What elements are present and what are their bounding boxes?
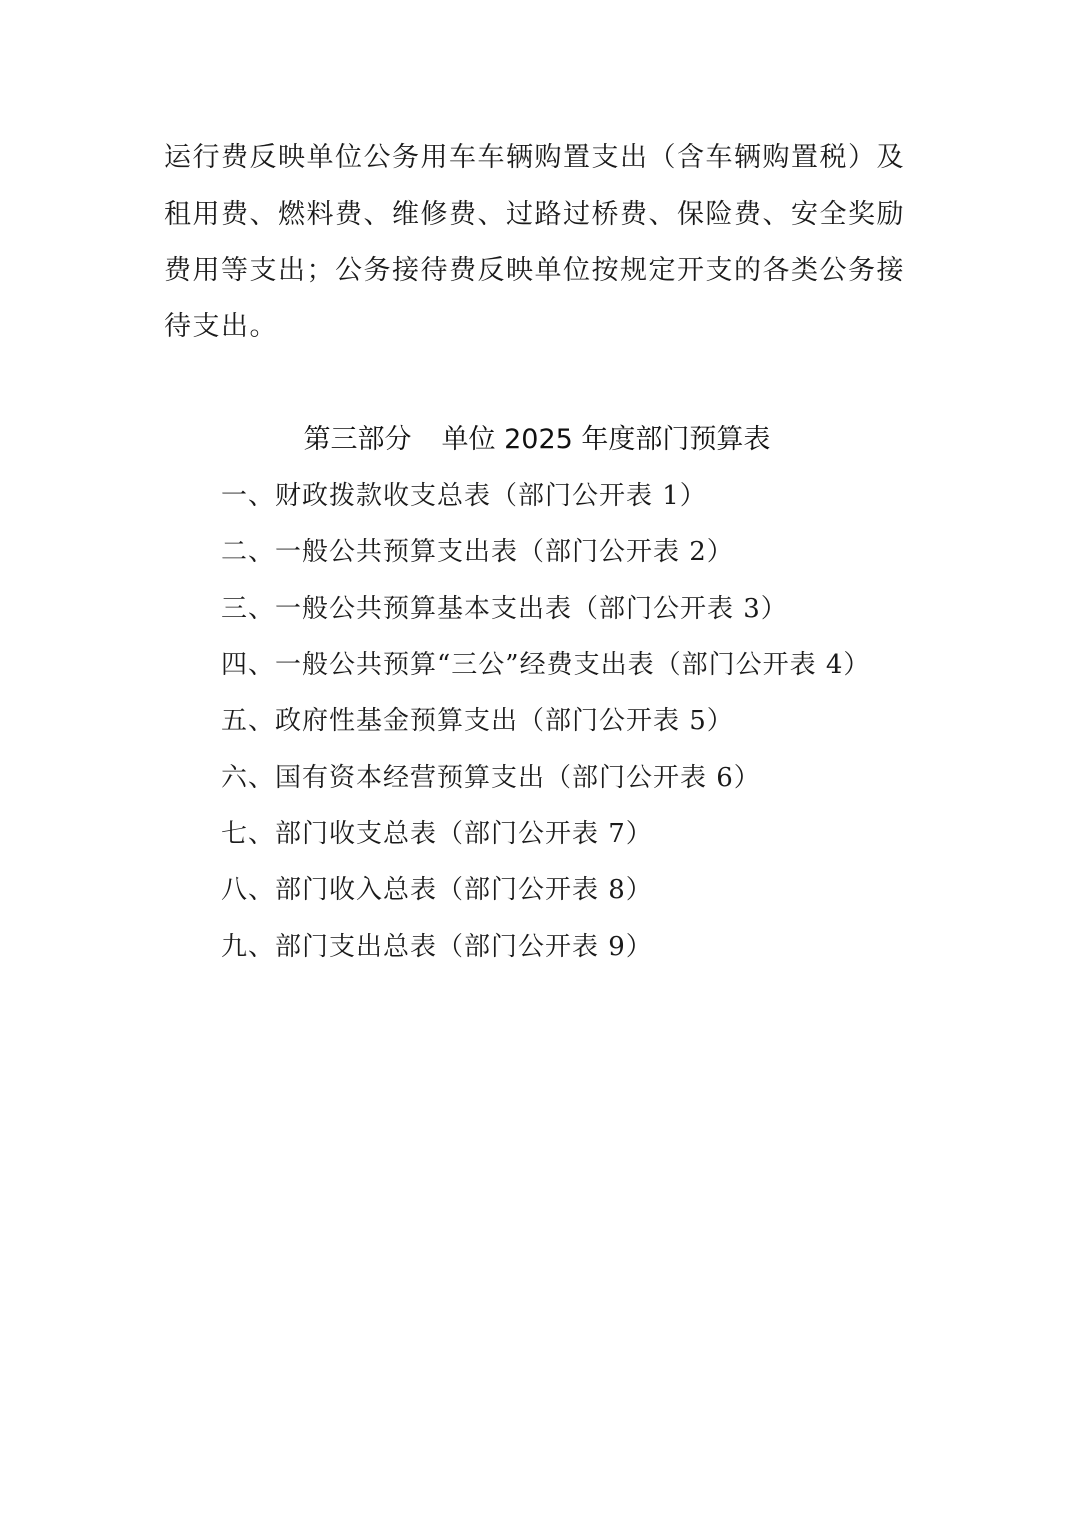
toc-item: 七、部门收支总表（部门公开表 7） [221,819,653,849]
paragraph-line: 运行费反映单位公务用车车辆购置支出（含车辆购置税）及 [164,142,905,173]
section-title-text: 单位 2025 年度部门预算表 [441,424,771,455]
section-part-label: 第三部分 [303,424,412,455]
paragraph-line: 待支出。 [164,311,278,342]
toc-item: 四、一般公共预算“三公”经费支出表（部门公开表 4） [221,650,871,680]
section-heading [0,418,1074,462]
paragraph-line: 费用等支出；公务接待费反映单位按规定开支的各类公务接 [164,255,905,286]
toc-item: 二、一般公共预算支出表（部门公开表 2） [221,537,734,567]
toc-item: 八、部门收入总表（部门公开表 8） [221,875,653,905]
toc-item: 三、一般公共预算基本支出表（部门公开表 3） [221,594,788,624]
toc-item: 九、部门支出总表（部门公开表 9） [221,932,653,962]
toc-item: 六、国有资本经营预算支出（部门公开表 6） [221,763,761,793]
paragraph-line: 租用费、燃料费、维修费、过路过桥费、保险费、安全奖励 [164,199,905,230]
toc-item: 一、财政拨款收支总表（部门公开表 1） [221,481,707,511]
toc-item: 五、政府性基金预算支出（部门公开表 5） [221,706,734,736]
